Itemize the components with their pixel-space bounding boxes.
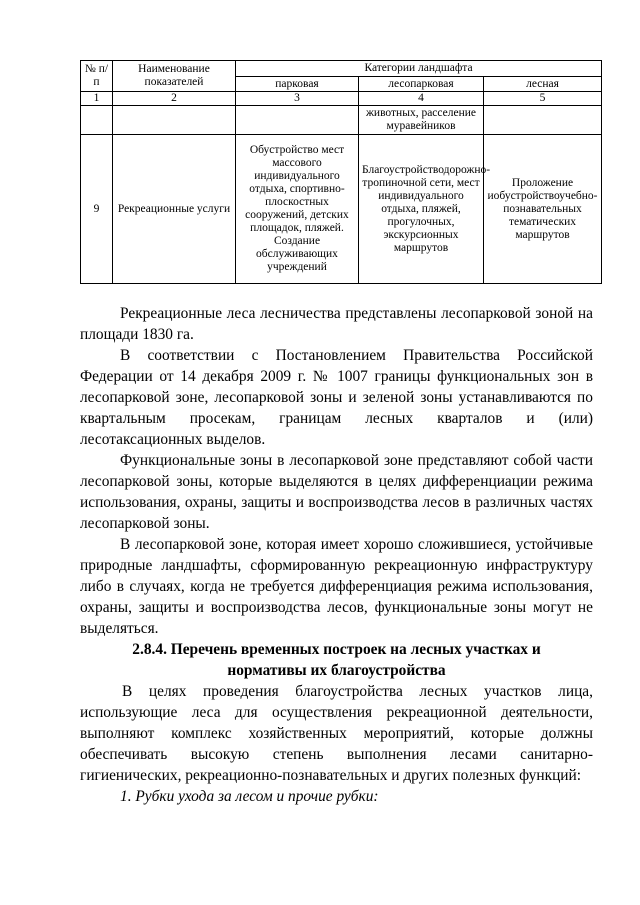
cell-park: Обустройство мест массового индивидуального отдыха, спортивно-плоскостных сооружений, детских площадок, пляжей. Создание обслуживающих учреждений bbox=[236, 135, 359, 284]
cell-empty bbox=[484, 106, 602, 135]
paragraph: Функциональные зоны в лесопарковой зоне представляют собой части лесопарковой зоны, которые выделяются в целях дифференциации режима использования, охраны, защиты и воспроизводства лесов в различных частях лесопарковой зоны. bbox=[80, 452, 593, 532]
cell-forest-park: Благоустройстводорожно-тропиночной сети, мест индивидуального отдыха, пляжей, прогулочных, экскурсионных маршрутов bbox=[359, 135, 484, 284]
header-forest: лесная bbox=[484, 77, 602, 92]
cell-forest: Проложение иобустройствоучебно-познавательных тематических маршрутов bbox=[484, 135, 602, 284]
header-num: № п/п bbox=[81, 61, 113, 92]
column-number: 1 bbox=[81, 92, 113, 106]
header-park: парковая bbox=[236, 77, 359, 92]
table-row bbox=[81, 106, 602, 135]
cell-empty bbox=[236, 106, 359, 135]
cell-empty bbox=[113, 106, 236, 135]
header-forest-park: лесопарковая bbox=[359, 77, 484, 92]
table-row bbox=[81, 135, 602, 284]
cell-num: 9 bbox=[81, 135, 113, 284]
paragraph: В лесопарковой зоне, которая имеет хорошо сложившиеся, устойчивые природные ландшафты, сформированную рекреационную инфраструктуру либо в случаях, когда не требуется дифференциация режима использования, охраны, защиты и воспроизводства лесов, функциональные зоны могут не выделяться. bbox=[80, 536, 593, 637]
paragraph: В соответствии с Постановлением Правительства Российской Федерации от 14 декабря 2009 г. № 1007 границы функциональных зон в лесопарковой зоне, лесопарковой зоны и зеленой зоны устанавливаются по квартальным просекам, границам лесных кварталов и (или) лесотаксационных выделов. bbox=[80, 347, 593, 448]
document-body bbox=[80, 303, 593, 807]
column-number: 2 bbox=[113, 92, 236, 106]
heading-line: 2.8.4. Перечень временных построек на лесных участках и bbox=[132, 641, 541, 658]
column-number: 5 bbox=[484, 92, 602, 106]
landscape-categories-table bbox=[80, 60, 602, 284]
heading-line: нормативы их благоустройства bbox=[227, 662, 446, 679]
cell-forest-park: животных, расселение муравейников bbox=[359, 106, 484, 135]
column-number: 4 bbox=[359, 92, 484, 106]
paragraph: В целях проведения благоустройства лесных участков лица, использующие леса для осуществления рекреационной деятельности, выполняют комплекс хозяйственных мероприятий, которые должны обеспечивать высокую степень выполнения лесами санитарно-гигиенических, рекреационно-познавательных и других полезных функций: bbox=[80, 683, 593, 784]
cell-empty bbox=[81, 106, 113, 135]
header-categories: Категории ландшафта bbox=[236, 61, 602, 77]
cell-name: Рекреационные услуги bbox=[113, 135, 236, 284]
list-item: 1. Рубки ухода за лесом и прочие рубки: bbox=[120, 788, 379, 805]
paragraph: Рекреационные леса лесничества представлены лесопарковой зоной на площади 1830 га. bbox=[80, 305, 593, 343]
header-name: Наименование показателей bbox=[113, 61, 236, 92]
column-number: 3 bbox=[236, 92, 359, 106]
section-heading bbox=[80, 639, 593, 681]
